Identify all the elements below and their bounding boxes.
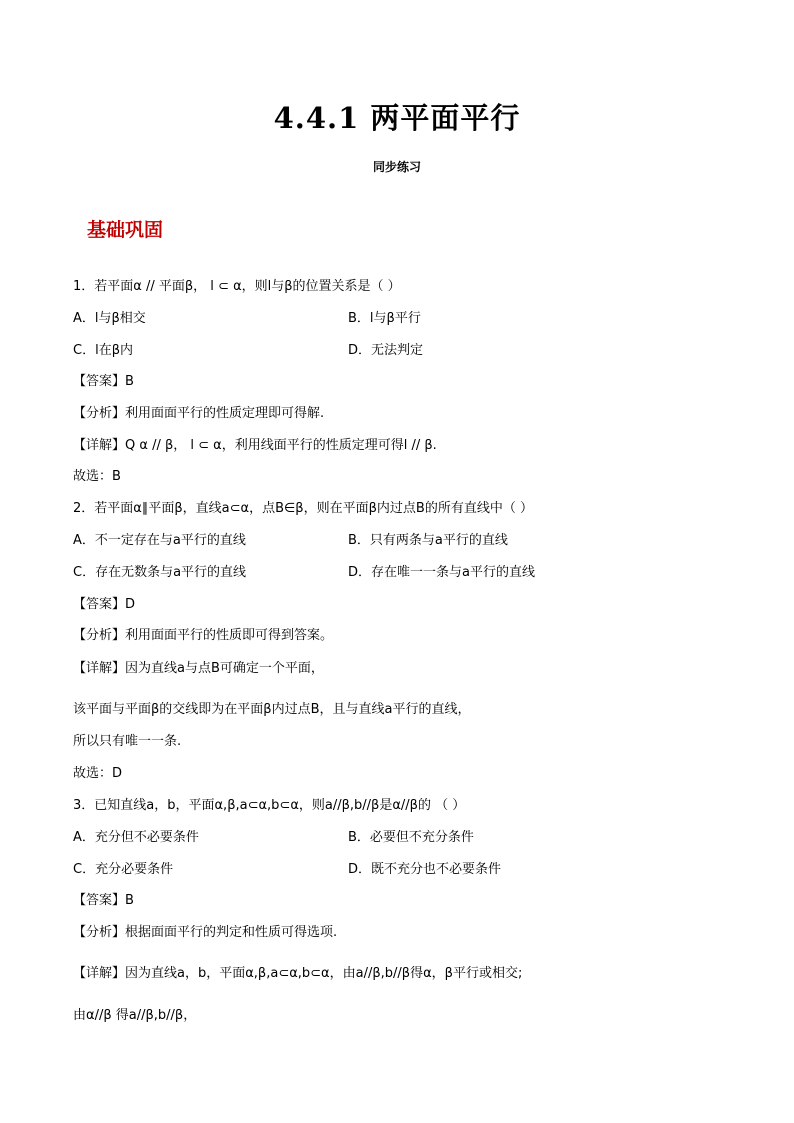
page-subtitle: 同步练习 xyxy=(372,160,421,174)
question-1-option-c: C．l在β内 xyxy=(73,343,133,358)
question-1-answer: 【答案】B xyxy=(73,374,134,389)
question-2-detail-line-2: 该平面与平面β的交线即为在平面β内过点B，且与直线a平行的直线， xyxy=(73,702,471,717)
question-2-answer: 【答案】D xyxy=(73,597,136,612)
question-2-stem: 2．若平面α∥平面β，直线a⊂α，点B∈β，则在平面β内过点B的所有直线中（ ） xyxy=(73,501,533,516)
question-2-option-b: B．只有两条与a平行的直线 xyxy=(348,533,508,548)
question-1-analysis: 【分析】利用面面平行的性质定理即可得解. xyxy=(73,406,325,421)
question-1-stem: 1．若平面α // 平面β， l ⊂ α，则l与β的位置关系是（ ） xyxy=(73,279,401,294)
question-1-detail: 【详解】Q α // β， l ⊂ α，利用线面平行的性质定理可得l // β. xyxy=(73,438,437,453)
question-3-option-b: B．必要但不充分条件 xyxy=(348,830,474,845)
question-2-option-d: D．存在唯一一条与a平行的直线 xyxy=(348,565,535,580)
question-1-choice: 故选：B xyxy=(73,469,121,484)
question-1-option-a: A．l与β相交 xyxy=(73,311,146,326)
question-2-detail-line-3: 所以只有唯一一条. xyxy=(73,734,182,749)
section-heading: 基础巩固 xyxy=(87,219,164,241)
question-3-option-a: A．充分但不必要条件 xyxy=(73,830,199,845)
question-2-option-a: A．不一定存在与a平行的直线 xyxy=(73,533,246,548)
question-3-option-c: C．充分必要条件 xyxy=(73,862,174,877)
question-3-answer: 【答案】B xyxy=(73,893,134,908)
question-1-option-d: D．无法判定 xyxy=(348,343,424,358)
question-2-choice: 故选：D xyxy=(73,766,123,781)
question-3-analysis: 【分析】根据面面平行的判定和性质可得选项. xyxy=(73,925,338,940)
question-1-option-b: B．l与β平行 xyxy=(348,311,421,326)
question-2-detail-line-1: 【详解】因为直线a与点B可确定一个平面， xyxy=(73,661,324,676)
question-3-detail-line-2: 由α//β 得a//β,b//β， xyxy=(73,1008,197,1023)
question-3-option-d: D．既不充分也不必要条件 xyxy=(348,862,502,877)
question-2-option-c: C．存在无数条与a平行的直线 xyxy=(73,565,247,580)
page-title: 4.4.1 两平面平行 xyxy=(273,101,521,135)
question-3-detail-line-1: 【详解】因为直线a，b，平面α,β,a⊂α,b⊂α，由a//β,b//β得α，β平行或相交; xyxy=(73,966,523,981)
question-2-analysis: 【分析】利用面面平行的性质即可得到答案。 xyxy=(73,628,334,643)
question-3-stem: 3．已知直线a，b，平面α,β,a⊂α,b⊂α，则a//β,b//β是α//β的 （ ） xyxy=(73,798,466,813)
